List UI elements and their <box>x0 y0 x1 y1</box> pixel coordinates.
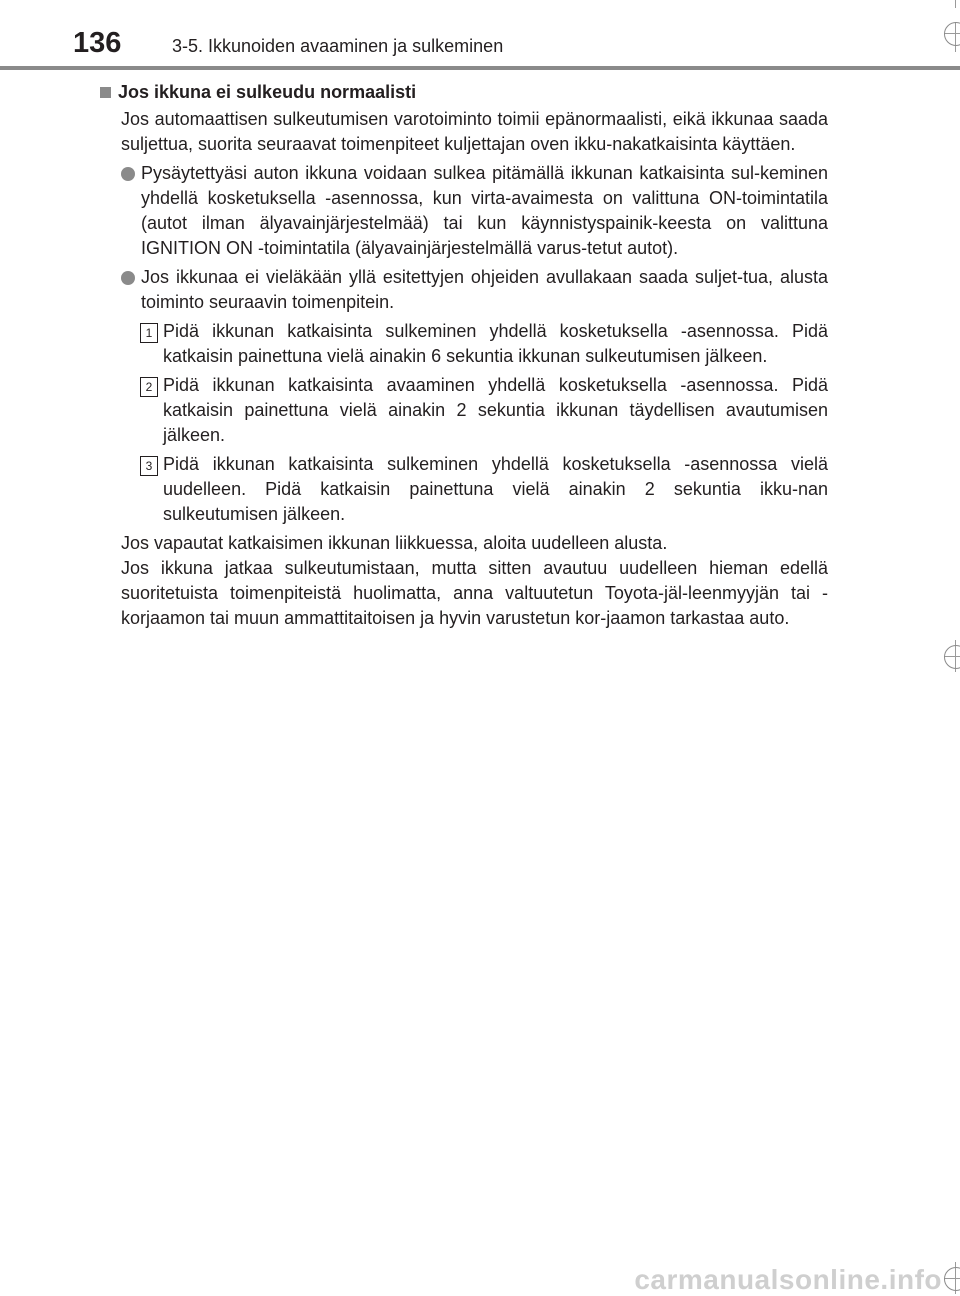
step-number-badge: 3 <box>140 456 158 476</box>
closing-paragraph: Jos vapautat katkaisimen ikkunan liikkuessa, aloita uudelleen alusta. <box>121 533 668 553</box>
step-number-badge: 2 <box>140 377 158 397</box>
bullet-item <box>121 161 828 261</box>
bullet-item <box>121 265 828 315</box>
step-number-badge: 1 <box>140 323 158 343</box>
step-text: Pidä ikkunan katkaisinta sulkeminen yhdellä kosketuksella -asennossa. Pidä katkaisin painettuna vielä ainakin 6 sekuntia ikkunan sulkeutumisen jälkeen. <box>163 321 828 366</box>
bullet-text: Pysäytettyäsi auton ikkuna voidaan sulkea pitämällä ikkunan katkaisinta sul-keminen yhdellä kosketuksella -asennossa, kun virta-avaimesta on valittuna ON-toimintatila (autot ilman älyavainjärjestelmää) tai kun käynnistyspainik-keesta on valittuna IGNITION ON -toimintatila (älyavainjärjestelmällä varus-tetut autot). <box>141 163 828 258</box>
circle-bullet-icon <box>121 271 135 285</box>
intro-paragraph: Jos automaattisen sulkeutumisen varotoiminto toimii epänormaalisti, eikä ikkunaa saada suljettua, suorita seuraavat toimenpiteet kuljettajan oven ikku-nakatkaisinta käyttäen. <box>121 109 828 154</box>
square-bullet-icon <box>100 87 111 98</box>
step-item <box>140 319 828 369</box>
crop-mark-top <box>955 0 956 8</box>
step-text: Pidä ikkunan katkaisinta sulkeminen yhdellä kosketuksella -asennossa vielä uudelleen. Pidä katkaisin painettuna vielä ainakin 2 sekuntia ikku-nan sulkeutumisen jälkeen. <box>163 454 828 524</box>
step-text: Pidä ikkunan katkaisinta avaaminen yhdellä kosketuksella -asennossa. Pidä katkaisin painettuna vielä ainakin 2 sekuntia ikkunan täydellisen avautumisen jälkeen. <box>163 375 828 445</box>
section-heading-text: Jos ikkuna ei sulkeudu normaalisti <box>118 82 417 102</box>
watermark: carmanualsonline.info <box>634 1264 942 1295</box>
section-heading <box>100 80 828 105</box>
registration-mark-bottom-icon <box>944 1267 960 1291</box>
section-title: 3-5. Ikkunoiden avaaminen ja sulkeminen <box>172 36 504 56</box>
registration-mark-middle-icon <box>944 645 960 669</box>
step-item <box>140 373 828 448</box>
main-content <box>100 80 828 631</box>
header-divider <box>0 66 960 70</box>
registration-mark-top-icon <box>944 22 960 46</box>
step-item <box>140 452 828 527</box>
bullet-text: Jos ikkunaa ei vieläkään yllä esitettyjen ohjeiden avullakaan saada suljet-tua, alusta toiminto seuraavin toimenpitein. <box>141 267 828 312</box>
closing-paragraph: Jos ikkuna jatkaa sulkeutumistaan, mutta sitten avautuu uudelleen hieman edellä suoritetuista toimenpiteistä huolimatta, anna valtuutetun Toyota-jäl-leenmyyjän tai -korjaamon tai muun ammattitaitoisen ja hyvin varustetun kor-jaamon tarkastaa auto. <box>121 558 828 628</box>
circle-bullet-icon <box>121 167 135 181</box>
page-number: 136 <box>73 27 122 59</box>
